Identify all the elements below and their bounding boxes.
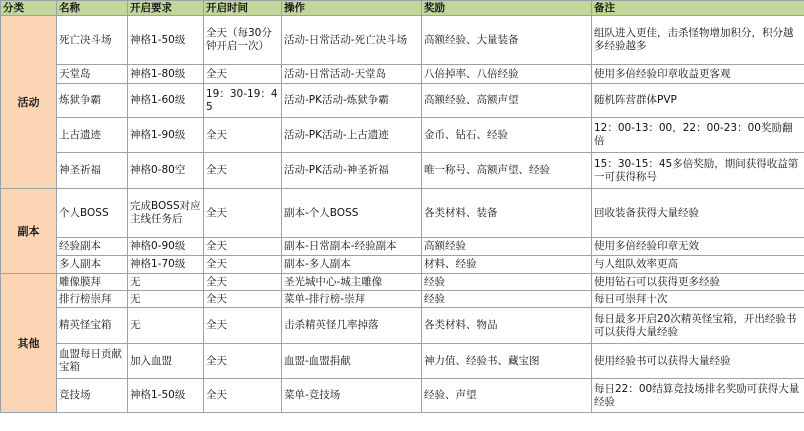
category-cell: 其他 [1, 274, 57, 413]
requirement-cell: 神格1-90级 [128, 118, 204, 153]
reward-cell: 各类材料、物品 [422, 308, 592, 344]
reward-cell: 神力值、经验书、藏宝图 [422, 344, 592, 379]
remarks-cell: 每日可崇拜十次 [592, 291, 804, 308]
reward-cell: 高额经验、高额声望 [422, 84, 592, 118]
header-open-time: 开启时间 [204, 1, 282, 16]
requirement-cell: 无 [128, 308, 204, 344]
remarks-cell: 与人组队效率更高 [592, 256, 804, 274]
name-cell: 上古遗迹 [57, 118, 128, 153]
table-row [1, 274, 804, 291]
operation-cell: 圣光城中心-城主雕像 [282, 274, 422, 291]
requirement-cell: 加入血盟 [128, 344, 204, 379]
remarks-cell: 每日22：00结算竞技场排名奖励可获得大量经验 [592, 379, 804, 413]
reward-cell: 经验 [422, 274, 592, 291]
reward-cell: 高额经验 [422, 238, 592, 256]
operation-cell: 副本-多人副本 [282, 256, 422, 274]
table-row [1, 379, 804, 413]
name-cell: 死亡决斗场 [57, 16, 128, 65]
name-cell: 雕像膜拜 [57, 274, 128, 291]
requirement-cell: 神格0-80空 [128, 153, 204, 189]
remarks-cell: 组队进入更佳，击杀怪物增加积分，积分越多经验越多 [592, 16, 804, 65]
name-cell: 神圣祈福 [57, 153, 128, 189]
table-row [1, 84, 804, 118]
requirement-cell: 神格1-60级 [128, 84, 204, 118]
table-row [1, 189, 804, 238]
table-row [1, 16, 804, 65]
remarks-cell: 15：30-15：45多倍奖励，期间获得收益第一可获得称号 [592, 153, 804, 189]
operation-cell: 副本-个人BOSS [282, 189, 422, 238]
reward-cell: 高额经验、大量装备 [422, 16, 592, 65]
remarks-cell: 使用经验书可以获得大量经验 [592, 344, 804, 379]
name-cell: 多人副本 [57, 256, 128, 274]
reward-cell: 各类材料、装备 [422, 189, 592, 238]
category-cell: 副本 [1, 189, 57, 274]
open-time-cell: 全天 [204, 65, 282, 84]
remarks-cell: 使用多倍经验印章收益更客观 [592, 65, 804, 84]
table-row [1, 344, 804, 379]
table-row [1, 153, 804, 189]
remarks-cell: 回收装备获得大量经验 [592, 189, 804, 238]
open-time-cell: 全天 [204, 153, 282, 189]
name-cell: 炼狱争霸 [57, 84, 128, 118]
header-requirement: 开启要求 [128, 1, 204, 16]
operation-cell: 菜单-排行榜-崇拜 [282, 291, 422, 308]
remarks-cell: 12：00-13：00，22：00-23：00奖励翻倍 [592, 118, 804, 153]
header-reward: 奖励 [422, 1, 592, 16]
table-row [1, 118, 804, 153]
open-time-cell: 全天 [204, 238, 282, 256]
name-cell: 血盟每日贡献宝箱 [57, 344, 128, 379]
reward-cell: 唯一称号、高额声望、经验 [422, 153, 592, 189]
open-time-cell: 全天 [204, 344, 282, 379]
operation-cell: 击杀精英怪几率掉落 [282, 308, 422, 344]
remarks-cell: 使用多倍经验印章无效 [592, 238, 804, 256]
operation-cell: 血盟-血盟捐献 [282, 344, 422, 379]
table-row [1, 291, 804, 308]
requirement-cell: 神格1-50级 [128, 16, 204, 65]
open-time-cell: 全天 [204, 189, 282, 238]
operation-cell: 副本-日常副本-经验副本 [282, 238, 422, 256]
table-row [1, 256, 804, 274]
open-time-cell: 19：30-19：45 [204, 84, 282, 118]
header-row [1, 1, 804, 16]
header-operation: 操作 [282, 1, 422, 16]
requirement-cell: 完成BOSS对应主线任务后 [128, 189, 204, 238]
open-time-cell: 全天（每30分钟开启一次） [204, 16, 282, 65]
name-cell: 竞技场 [57, 379, 128, 413]
name-cell: 精英怪宝箱 [57, 308, 128, 344]
table-row [1, 238, 804, 256]
open-time-cell: 全天 [204, 379, 282, 413]
remarks-cell: 每日最多开启20次精英怪宝箱，开出经验书可以获得大量经验 [592, 308, 804, 344]
requirement-cell: 无 [128, 274, 204, 291]
reward-cell: 金币、钻石、经验 [422, 118, 592, 153]
requirement-cell: 神格1-50级 [128, 379, 204, 413]
name-cell: 经验副本 [57, 238, 128, 256]
open-time-cell: 全天 [204, 256, 282, 274]
remarks-cell: 使用钻石可以获得更多经验 [592, 274, 804, 291]
category-cell: 活动 [1, 16, 57, 189]
name-cell: 个人BOSS [57, 189, 128, 238]
open-time-cell: 全天 [204, 274, 282, 291]
requirement-cell: 神格0-90级 [128, 238, 204, 256]
header-category: 分类 [1, 1, 57, 16]
requirement-cell: 神格1-80级 [128, 65, 204, 84]
operation-cell: 活动-日常活动-天堂岛 [282, 65, 422, 84]
name-cell: 天堂岛 [57, 65, 128, 84]
operation-cell: 活动-PK活动-上古遗迹 [282, 118, 422, 153]
operation-cell: 活动-PK活动-神圣祈福 [282, 153, 422, 189]
table-row [1, 65, 804, 84]
table-row [1, 308, 804, 344]
operation-cell: 活动-PK活动-炼狱争霸 [282, 84, 422, 118]
reward-cell: 八倍掉率、八倍经验 [422, 65, 592, 84]
header-name: 名称 [57, 1, 128, 16]
reward-cell: 材料、经验 [422, 256, 592, 274]
reward-cell: 经验、声望 [422, 379, 592, 413]
open-time-cell: 全天 [204, 308, 282, 344]
operation-cell: 菜单-竞技场 [282, 379, 422, 413]
reward-cell: 经验 [422, 291, 592, 308]
header-remarks: 备注 [592, 1, 804, 16]
name-cell: 排行榜崇拜 [57, 291, 128, 308]
open-time-cell: 全天 [204, 118, 282, 153]
operation-cell: 活动-日常活动-死亡决斗场 [282, 16, 422, 65]
remarks-cell: 随机阵营群体PVP [592, 84, 804, 118]
open-time-cell: 全天 [204, 291, 282, 308]
requirement-cell: 无 [128, 291, 204, 308]
requirement-cell: 神格1-70级 [128, 256, 204, 274]
